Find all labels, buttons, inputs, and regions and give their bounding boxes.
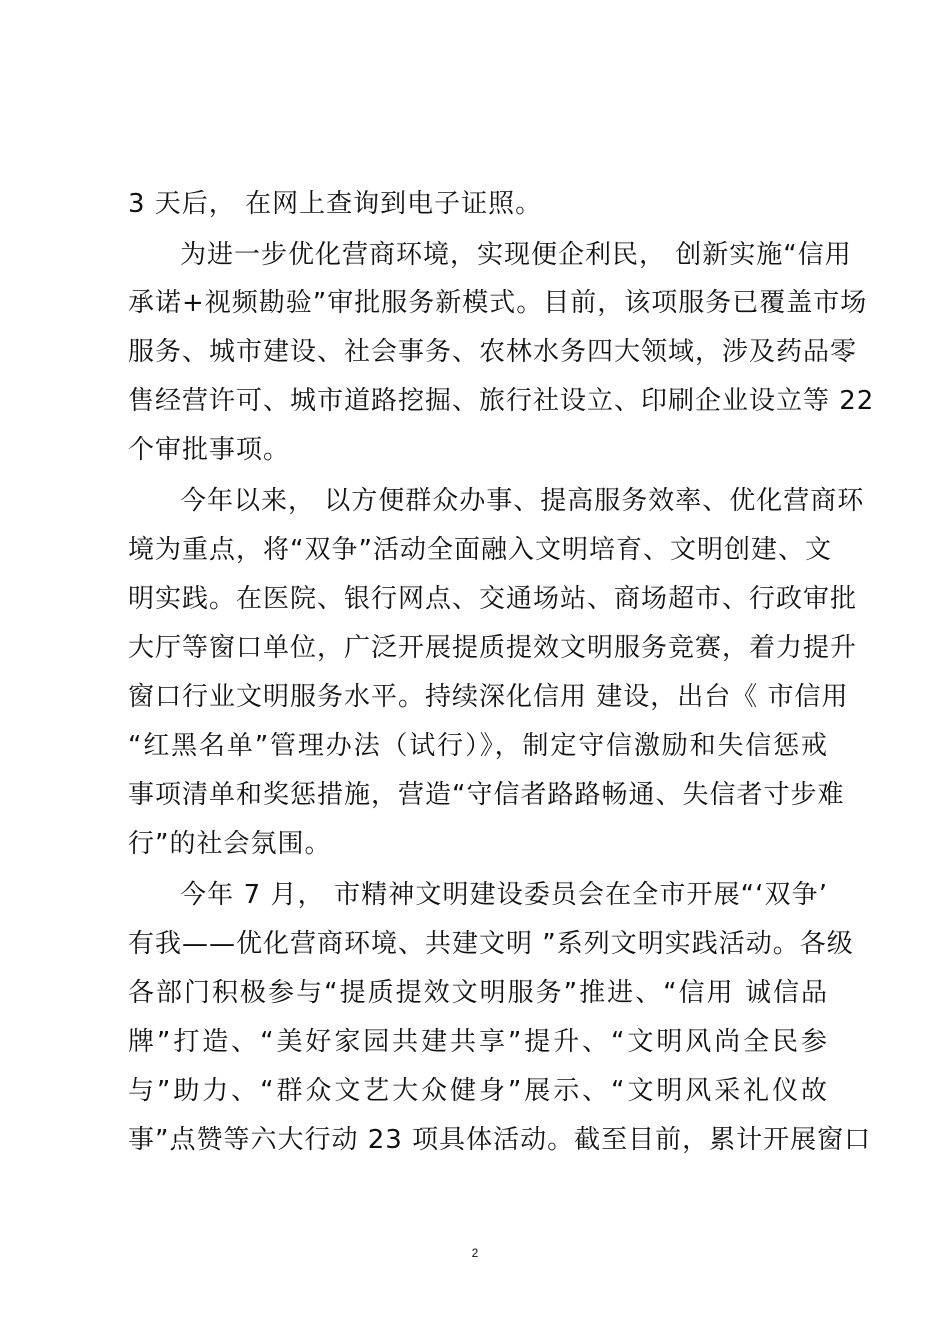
page-number: 2 (471, 1246, 479, 1260)
text-line: 承诺+视频勘验”审批服务新模式。目前，该项服务已覆盖市场 (128, 288, 868, 318)
text-line: 为进一步优化营商环境，实现便企利民， 创新实施“信用 (180, 240, 852, 270)
text-line: 行”的社会氛围。 (128, 829, 332, 859)
text-line: 个审批事项。 (128, 435, 291, 465)
text-line: 售经营许可、城市道路挖掘、旅行社设立、印刷企业设立等 22 (128, 386, 875, 416)
text-line: 有我——优化营商环境、共建文明 ”系列文明实践活动。各级 (128, 929, 854, 959)
text-line: 各部门积极参与“提质提效文明服务”推进、“信用 诚信品 (128, 978, 828, 1008)
text-line: 窗口行业文明服务水平。持续深化信用 建设，出台《 市信用 (128, 682, 849, 712)
text-line: 服务、城市建设、社会事务、农林水务四大领域，涉及药品零 (128, 337, 858, 367)
text-line: 今年 7 月， 市精神文明建设委员会在全市开展“‘双争’ (180, 880, 828, 910)
text-line: 境为重点，将“双争”活动全面融入文明培育、文明创建、文 (128, 535, 832, 565)
text-line: “红黑名单”管理办法（试行）》，制定守信激励和失信惩戒 (128, 731, 828, 761)
text-line: 与”助力、“群众文艺大众健身”展示、“文明风采礼仪故 (128, 1076, 828, 1106)
text-line: 事”点赞等六大行动 23 项具体活动。截至目前，累计开展窗口 (128, 1125, 872, 1155)
text-line: 明实践。在医院、银行网点、交通场站、商场超市、行政审批 (128, 584, 858, 614)
text-line: 事项清单和奖惩措施，营造“守信者路路畅通、失信者寸步难 (128, 780, 845, 810)
text-line: 今年以来， 以方便群众办事、提高服务效率、优化营商环 (180, 486, 865, 516)
text-line: 3 天后， 在网上查询到电子证照。 (128, 189, 543, 219)
text-line: 大厅等窗口单位，广泛开展提质提效文明服务竞赛，着力提升 (128, 633, 858, 663)
text-line: 牌”打造、“美好家园共建共享”提升、“文明风尚全民参 (128, 1027, 828, 1057)
